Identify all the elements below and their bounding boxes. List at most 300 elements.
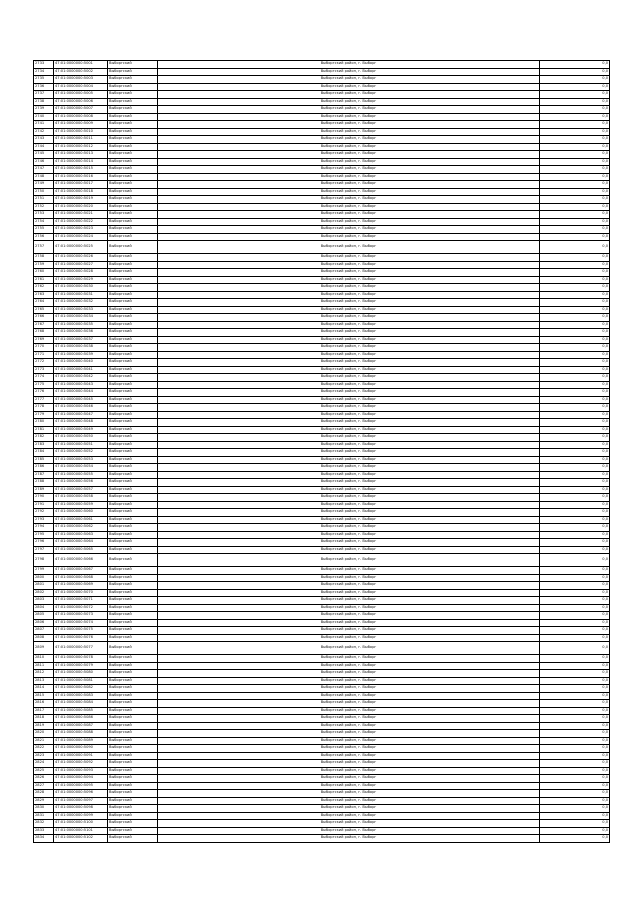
district-cell: Выборгский — [108, 241, 158, 254]
district-cell: Выборгский — [108, 299, 158, 307]
district-cell: Выборгский — [108, 121, 158, 129]
district-cell: Выборгский — [108, 261, 158, 269]
table-row — [34, 619, 610, 627]
value-cell: 0,0 — [540, 612, 610, 620]
cadastral-number-cell: 47:01:0000000:5079 — [54, 662, 108, 670]
cadastral-number-cell: 47:01:0000000:5001 — [54, 61, 108, 69]
district-cell: Выборгский — [108, 106, 158, 114]
row-number-cell: 2758 — [34, 254, 54, 262]
address-cell: Выборгский район, г. Выборг — [158, 419, 540, 427]
district-cell: Выборгский — [108, 597, 158, 605]
row-number-cell: 2793 — [34, 516, 54, 524]
cadastral-number-cell: 47:01:0000000:5087 — [54, 722, 108, 730]
value-cell: 0,0 — [540, 782, 610, 790]
district-cell: Выборгский — [108, 700, 158, 708]
row-number-cell: 2794 — [34, 524, 54, 532]
address-cell: Выборгский район, г. Выборг — [158, 329, 540, 337]
address-cell: Выборгский район, г. Выборг — [158, 501, 540, 509]
value-cell: 0,0 — [540, 344, 610, 352]
row-number-cell: 2747 — [34, 166, 54, 174]
table-row — [34, 752, 610, 760]
district-cell: Выборгский — [108, 619, 158, 627]
address-cell: Выборгский район, г. Выборг — [158, 411, 540, 419]
value-cell: 0,0 — [540, 389, 610, 397]
value-cell: 0,0 — [540, 700, 610, 708]
table-row — [34, 612, 610, 620]
district-cell: Выборгский — [108, 449, 158, 457]
row-number-cell: 2829 — [34, 797, 54, 805]
row-number-cell: 2771 — [34, 351, 54, 359]
address-cell: Выборгский район, г. Выборг — [158, 284, 540, 292]
table-row — [34, 419, 610, 427]
cadastral-number-cell: 47:01:0000000:5013 — [54, 151, 108, 159]
district-cell: Выборгский — [108, 539, 158, 547]
value-cell: 0,0 — [540, 261, 610, 269]
cadastral-number-cell: 47:01:0000000:5064 — [54, 539, 108, 547]
value-cell: 0,0 — [540, 760, 610, 768]
district-cell: Выборгский — [108, 612, 158, 620]
district-cell: Выборгский — [108, 760, 158, 768]
district-cell: Выборгский — [108, 211, 158, 219]
value-cell: 0,0 — [540, 143, 610, 151]
district-cell: Выборгский — [108, 336, 158, 344]
district-cell: Выборгский — [108, 366, 158, 374]
address-cell: Выборгский район, г. Выборг — [158, 441, 540, 449]
value-cell: 0,0 — [540, 91, 610, 99]
table-row — [34, 730, 610, 738]
table-row — [34, 211, 610, 219]
value-cell: 0,0 — [540, 501, 610, 509]
row-number-cell: 2783 — [34, 441, 54, 449]
address-cell: Выборгский район, г. Выборг — [158, 61, 540, 69]
value-cell: 0,0 — [540, 692, 610, 700]
table-row — [34, 299, 610, 307]
address-cell: Выборгский район, г. Выборг — [158, 306, 540, 314]
table-row — [34, 173, 610, 181]
cadastral-number-cell: 47:01:0000000:5092 — [54, 760, 108, 768]
address-cell: Выборгский район, г. Выборг — [158, 775, 540, 783]
address-cell: Выборгский район, г. Выборг — [158, 567, 540, 575]
address-cell: Выборгский район, г. Выборг — [158, 494, 540, 502]
address-cell: Выборгский район, г. Выборг — [158, 782, 540, 790]
cadastral-number-cell: 47:01:0000000:5019 — [54, 196, 108, 204]
district-cell: Выборгский — [108, 546, 158, 554]
table-row — [34, 83, 610, 91]
cadastral-number-cell: 47:01:0000000:5024 — [54, 233, 108, 241]
district-cell: Выборгский — [108, 604, 158, 612]
district-cell: Выборгский — [108, 737, 158, 745]
cadastral-number-cell: 47:01:0000000:5094 — [54, 775, 108, 783]
cadastral-number-cell: 47:01:0000000:5077 — [54, 642, 108, 655]
row-number-cell: 2753 — [34, 211, 54, 219]
cadastral-number-cell: 47:01:0000000:5038 — [54, 344, 108, 352]
value-cell: 0,0 — [540, 188, 610, 196]
address-cell: Выборгский район, г. Выборг — [158, 692, 540, 700]
address-cell: Выборгский район, г. Выборг — [158, 166, 540, 174]
value-cell: 0,0 — [540, 790, 610, 798]
cadastral-number-cell: 47:01:0000000:5030 — [54, 284, 108, 292]
district-cell: Выборгский — [108, 531, 158, 539]
cadastral-number-cell: 47:01:0000000:5027 — [54, 261, 108, 269]
row-number-cell: 2744 — [34, 143, 54, 151]
address-cell: Выборгский район, г. Выборг — [158, 291, 540, 299]
address-cell: Выборгский район, г. Выборг — [158, 396, 540, 404]
address-cell: Выборгский район, г. Выборг — [158, 211, 540, 219]
row-number-cell: 2764 — [34, 299, 54, 307]
table-row — [34, 677, 610, 685]
cadastral-number-cell: 47:01:0000000:5054 — [54, 464, 108, 472]
address-cell: Выборгский район, г. Выборг — [158, 655, 540, 663]
cadastral-number-cell: 47:01:0000000:5072 — [54, 604, 108, 612]
table-row — [34, 737, 610, 745]
table-row — [34, 269, 610, 277]
row-number-cell: 2772 — [34, 359, 54, 367]
district-cell: Выборгский — [108, 730, 158, 738]
address-cell: Выборгский район, г. Выборг — [158, 173, 540, 181]
table-row — [34, 775, 610, 783]
address-cell: Выборгский район, г. Выборг — [158, 797, 540, 805]
address-cell: Выборгский район, г. Выборг — [158, 619, 540, 627]
address-cell: Выборгский район, г. Выборг — [158, 434, 540, 442]
district-cell: Выборгский — [108, 396, 158, 404]
table-row — [34, 479, 610, 487]
cadastral-number-cell: 47:01:0000000:5045 — [54, 396, 108, 404]
value-cell: 0,0 — [540, 226, 610, 234]
address-cell: Выборгский район, г. Выборг — [158, 299, 540, 307]
address-cell: Выборгский район, г. Выборг — [158, 151, 540, 159]
row-number-cell: 2797 — [34, 546, 54, 554]
row-number-cell: 2734 — [34, 68, 54, 76]
address-cell: Выборгский район, г. Выборг — [158, 516, 540, 524]
district-cell: Выборгский — [108, 501, 158, 509]
value-cell: 0,0 — [540, 574, 610, 582]
row-number-cell: 2765 — [34, 306, 54, 314]
value-cell: 0,0 — [540, 722, 610, 730]
table-row — [34, 261, 610, 269]
cadastral-number-cell: 47:01:0000000:5039 — [54, 351, 108, 359]
cadastral-number-cell: 47:01:0000000:5036 — [54, 329, 108, 337]
value-cell: 0,0 — [540, 121, 610, 129]
district-cell: Выборгский — [108, 269, 158, 277]
district-cell: Выборгский — [108, 203, 158, 211]
address-cell: Выборгский район, г. Выборг — [158, 524, 540, 532]
row-number-cell: 2814 — [34, 685, 54, 693]
address-cell: Выборгский район, г. Выборг — [158, 677, 540, 685]
value-cell: 0,0 — [540, 321, 610, 329]
table-row — [34, 151, 610, 159]
row-number-cell: 2817 — [34, 707, 54, 715]
cadastral-number-cell: 47:01:0000000:5037 — [54, 336, 108, 344]
value-cell: 0,0 — [540, 113, 610, 121]
cadastral-number-cell: 47:01:0000000:5009 — [54, 121, 108, 129]
value-cell: 0,0 — [540, 374, 610, 382]
row-number-cell: 2831 — [34, 812, 54, 820]
row-number-cell: 2770 — [34, 344, 54, 352]
address-cell: Выборгский район, г. Выборг — [158, 233, 540, 241]
row-number-cell: 2786 — [34, 464, 54, 472]
table-row — [34, 812, 610, 820]
district-cell: Выборгский — [108, 426, 158, 434]
value-cell: 0,0 — [540, 546, 610, 554]
district-cell: Выборгский — [108, 359, 158, 367]
value-cell: 0,0 — [540, 83, 610, 91]
district-cell: Выборгский — [108, 797, 158, 805]
value-cell: 0,0 — [540, 567, 610, 575]
table-row — [34, 128, 610, 136]
row-number-cell: 2752 — [34, 203, 54, 211]
row-number-cell: 2778 — [34, 404, 54, 412]
table-row — [34, 501, 610, 509]
value-cell: 0,0 — [540, 797, 610, 805]
value-cell: 0,0 — [540, 203, 610, 211]
address-cell: Выборгский район, г. Выборг — [158, 707, 540, 715]
cadastral-number-cell: 47:01:0000000:5096 — [54, 790, 108, 798]
district-cell: Выборгский — [108, 554, 158, 567]
cadastral-number-cell: 47:01:0000000:5042 — [54, 374, 108, 382]
table-row — [34, 121, 610, 129]
cadastral-number-cell: 47:01:0000000:5083 — [54, 692, 108, 700]
row-number-cell: 2782 — [34, 434, 54, 442]
address-cell: Выборгский район, г. Выборг — [158, 715, 540, 723]
cadastral-number-cell: 47:01:0000000:5017 — [54, 181, 108, 189]
table-row — [34, 106, 610, 114]
address-cell: Выборгский район, г. Выборг — [158, 374, 540, 382]
cadastral-number-cell: 47:01:0000000:5076 — [54, 634, 108, 642]
district-cell: Выборгский — [108, 136, 158, 144]
row-number-cell: 2775 — [34, 381, 54, 389]
cadastral-number-cell: 47:01:0000000:5043 — [54, 381, 108, 389]
district-cell: Выборгский — [108, 752, 158, 760]
row-number-cell: 2791 — [34, 501, 54, 509]
table-row — [34, 91, 610, 99]
address-cell: Выборгский район, г. Выборг — [158, 321, 540, 329]
row-number-cell: 2801 — [34, 582, 54, 590]
row-number-cell: 2763 — [34, 291, 54, 299]
cadastral-number-cell: 47:01:0000000:5055 — [54, 471, 108, 479]
value-cell: 0,0 — [540, 314, 610, 322]
address-cell: Выборгский район, г. Выборг — [158, 634, 540, 642]
cadastral-number-cell: 47:01:0000000:5040 — [54, 359, 108, 367]
cadastral-number-cell: 47:01:0000000:5011 — [54, 136, 108, 144]
table-row — [34, 291, 610, 299]
table-row — [34, 396, 610, 404]
cadastral-number-cell: 47:01:0000000:5018 — [54, 188, 108, 196]
table-row — [34, 456, 610, 464]
cadastral-number-cell: 47:01:0000000:5048 — [54, 419, 108, 427]
value-cell: 0,0 — [540, 284, 610, 292]
district-cell: Выборгский — [108, 524, 158, 532]
row-number-cell: 2750 — [34, 188, 54, 196]
value-cell: 0,0 — [540, 329, 610, 337]
value-cell: 0,0 — [540, 218, 610, 226]
cadastral-number-cell: 47:01:0000000:5031 — [54, 291, 108, 299]
cadastral-number-cell: 47:01:0000000:5059 — [54, 501, 108, 509]
row-number-cell: 2787 — [34, 471, 54, 479]
value-cell: 0,0 — [540, 396, 610, 404]
table-row — [34, 143, 610, 151]
row-number-cell: 2819 — [34, 722, 54, 730]
value-cell: 0,0 — [540, 68, 610, 76]
table-row — [34, 760, 610, 768]
table-row — [34, 351, 610, 359]
address-cell: Выборгский район, г. Выборг — [158, 218, 540, 226]
cadastral-number-cell: 47:01:0000000:5051 — [54, 441, 108, 449]
cadastral-number-cell: 47:01:0000000:5016 — [54, 173, 108, 181]
value-cell: 0,0 — [540, 419, 610, 427]
table-row — [34, 805, 610, 813]
address-cell: Выборгский район, г. Выборг — [158, 597, 540, 605]
value-cell: 0,0 — [540, 98, 610, 106]
table-row — [34, 745, 610, 753]
value-cell: 0,0 — [540, 677, 610, 685]
cadastral-number-cell: 47:01:0000000:5085 — [54, 707, 108, 715]
value-cell: 0,0 — [540, 486, 610, 494]
district-cell: Выборгский — [108, 291, 158, 299]
table-row — [34, 158, 610, 166]
row-number-cell: 2824 — [34, 760, 54, 768]
district-cell: Выборгский — [108, 456, 158, 464]
table-row — [34, 68, 610, 76]
district-cell: Выборгский — [108, 381, 158, 389]
district-cell: Выборгский — [108, 374, 158, 382]
cadastral-number-cell: 47:01:0000000:5010 — [54, 128, 108, 136]
table-row — [34, 670, 610, 678]
row-number-cell: 2803 — [34, 597, 54, 605]
cadastral-number-cell: 47:01:0000000:5012 — [54, 143, 108, 151]
row-number-cell: 2798 — [34, 554, 54, 567]
address-cell: Выборгский район, г. Выборг — [158, 456, 540, 464]
cadastral-number-cell: 47:01:0000000:5093 — [54, 767, 108, 775]
table-row — [34, 411, 610, 419]
row-number-cell: 2810 — [34, 655, 54, 663]
cadastral-number-cell: 47:01:0000000:5061 — [54, 516, 108, 524]
registry-table — [33, 60, 610, 843]
cadastral-number-cell: 47:01:0000000:5086 — [54, 715, 108, 723]
address-cell: Выборгский район, г. Выборг — [158, 106, 540, 114]
cadastral-number-cell: 47:01:0000000:5102 — [54, 835, 108, 843]
district-cell: Выборгский — [108, 173, 158, 181]
value-cell: 0,0 — [540, 196, 610, 204]
table-row — [34, 241, 610, 254]
table-row — [34, 662, 610, 670]
district-cell: Выборгский — [108, 68, 158, 76]
district-cell: Выборгский — [108, 404, 158, 412]
district-cell: Выборгский — [108, 321, 158, 329]
cadastral-number-cell: 47:01:0000000:5073 — [54, 612, 108, 620]
cadastral-number-cell: 47:01:0000000:5082 — [54, 685, 108, 693]
value-cell: 0,0 — [540, 404, 610, 412]
value-cell: 0,0 — [540, 291, 610, 299]
address-cell: Выборгский район, г. Выборг — [158, 539, 540, 547]
address-cell: Выборгский район, г. Выборг — [158, 835, 540, 843]
district-cell: Выборгский — [108, 767, 158, 775]
cadastral-number-cell: 47:01:0000000:5026 — [54, 254, 108, 262]
district-cell: Выборгский — [108, 91, 158, 99]
address-cell: Выборгский район, г. Выборг — [158, 98, 540, 106]
value-cell: 0,0 — [540, 61, 610, 69]
table-row — [34, 359, 610, 367]
value-cell: 0,0 — [540, 434, 610, 442]
district-cell: Выборгский — [108, 181, 158, 189]
table-row — [34, 426, 610, 434]
value-cell: 0,0 — [540, 158, 610, 166]
cadastral-number-cell: 47:01:0000000:5004 — [54, 83, 108, 91]
district-cell: Выборгский — [108, 574, 158, 582]
district-cell: Выборгский — [108, 284, 158, 292]
cadastral-number-cell: 47:01:0000000:5078 — [54, 655, 108, 663]
cadastral-number-cell: 47:01:0000000:5052 — [54, 449, 108, 457]
table-row — [34, 604, 610, 612]
row-number-cell: 2792 — [34, 509, 54, 517]
cadastral-number-cell: 47:01:0000000:5090 — [54, 745, 108, 753]
address-cell: Выборгский район, г. Выборг — [158, 76, 540, 84]
cadastral-number-cell: 47:01:0000000:5025 — [54, 241, 108, 254]
table-row — [34, 181, 610, 189]
cadastral-number-cell: 47:01:0000000:5044 — [54, 389, 108, 397]
address-cell: Выборгский район, г. Выборг — [158, 464, 540, 472]
row-number-cell: 2826 — [34, 775, 54, 783]
row-number-cell: 2804 — [34, 604, 54, 612]
table-row — [34, 233, 610, 241]
table-row — [34, 218, 610, 226]
value-cell: 0,0 — [540, 707, 610, 715]
cadastral-number-cell: 47:01:0000000:5069 — [54, 582, 108, 590]
table-row — [34, 374, 610, 382]
table-row — [34, 722, 610, 730]
cadastral-number-cell: 47:01:0000000:5053 — [54, 456, 108, 464]
row-number-cell: 2736 — [34, 83, 54, 91]
cadastral-number-cell: 47:01:0000000:5020 — [54, 203, 108, 211]
value-cell: 0,0 — [540, 464, 610, 472]
row-number-cell: 2822 — [34, 745, 54, 753]
value-cell: 0,0 — [540, 775, 610, 783]
cadastral-number-cell: 47:01:0000000:5067 — [54, 567, 108, 575]
district-cell: Выборгский — [108, 582, 158, 590]
table-row — [34, 98, 610, 106]
address-cell: Выборгский район, г. Выборг — [158, 604, 540, 612]
table-row — [34, 835, 610, 843]
row-number-cell: 2761 — [34, 276, 54, 284]
value-cell: 0,0 — [540, 812, 610, 820]
row-number-cell: 2751 — [34, 196, 54, 204]
value-cell: 0,0 — [540, 619, 610, 627]
table-row — [34, 827, 610, 835]
district-cell: Выборгский — [108, 166, 158, 174]
table-row — [34, 486, 610, 494]
address-cell: Выборгский район, г. Выборг — [158, 128, 540, 136]
address-cell: Выборгский район, г. Выборг — [158, 582, 540, 590]
table-row — [34, 655, 610, 663]
table-row — [34, 336, 610, 344]
address-cell: Выборгский район, г. Выборг — [158, 752, 540, 760]
row-number-cell: 2741 — [34, 121, 54, 129]
district-cell: Выборгский — [108, 218, 158, 226]
row-number-cell: 2789 — [34, 486, 54, 494]
row-number-cell: 2796 — [34, 539, 54, 547]
district-cell: Выборгский — [108, 151, 158, 159]
district-cell: Выборгский — [108, 820, 158, 828]
value-cell: 0,0 — [540, 604, 610, 612]
address-cell: Выборгский район, г. Выборг — [158, 449, 540, 457]
address-cell: Выборгский район, г. Выборг — [158, 143, 540, 151]
table-row — [34, 404, 610, 412]
value-cell: 0,0 — [540, 351, 610, 359]
district-cell: Выборгский — [108, 662, 158, 670]
address-cell: Выборгский район, г. Выборг — [158, 389, 540, 397]
table-row — [34, 797, 610, 805]
district-cell: Выборгский — [108, 685, 158, 693]
table-row — [34, 136, 610, 144]
